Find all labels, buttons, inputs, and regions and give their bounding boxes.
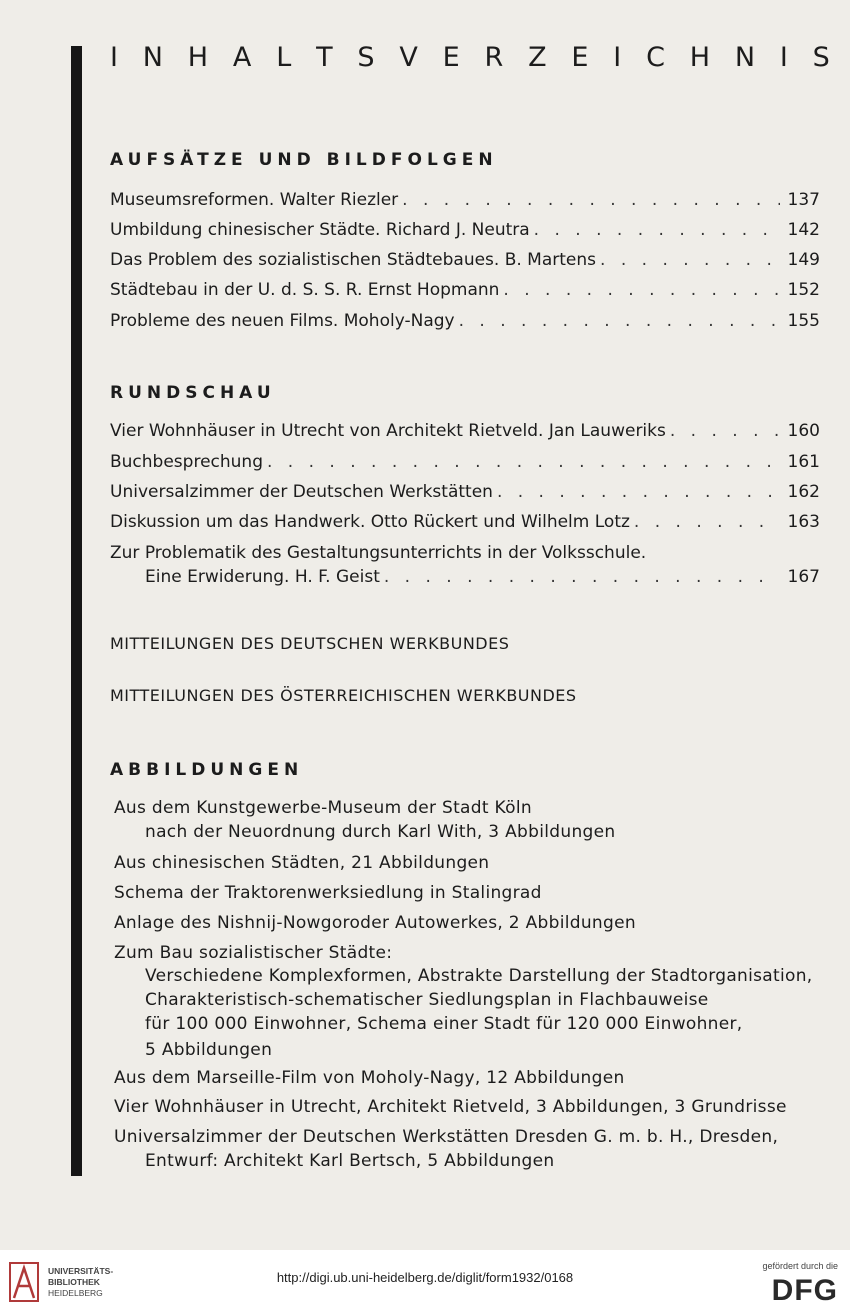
abbildung-line: für 100 000 Einwohner, Schema einer Stadt für 120 000 Einwohner, [145,1014,743,1034]
title-letter: E [571,42,589,73]
toc-entry: Probleme des neuen Films. Moholy-Nagy . . . 155 [110,311,820,333]
toc-entry-line: Zur Problematik des Gestaltungsunterrichts in der Volksschule. [110,543,647,563]
title-letter: A [232,42,252,73]
title-letter: R [484,42,504,73]
title-letter: H [187,42,209,73]
title-letter: Z [528,42,547,73]
title-letter: S [812,42,830,73]
abbildung-line: Aus dem Marseille-Film von Moholy-Nagy, 12 Abbildungen [114,1068,625,1088]
vertical-rule [71,46,82,1176]
title-letter: I [110,42,118,73]
abbildung-line: Aus dem Kunstgewerbe-Museum der Stadt Köln [114,798,532,818]
toc-entry: Das Problem des sozialistischen Städtebaues. B. Martens . . . 149 [110,250,820,272]
title-letter: E [442,42,460,73]
source-url[interactable]: http://digi.ub.uni-heidelberg.de/diglit/form1932/0168 [276,1270,574,1285]
abbildung-line: Universalzimmer der Deutschen Werkstätten Dresden G. m. b. H., Dresden, [114,1127,779,1147]
title-letter: S [357,42,375,73]
abbildung-line: 5 Abbildungen [145,1040,273,1060]
section-heading-rundschau: RUNDSCHAU [110,383,276,403]
title-letter: I [613,42,622,73]
dfg-logo: DFG [771,1274,838,1307]
toc-entry: Museumsreformen. Walter Riezler . . . 137 [110,190,820,212]
title-letter: V [399,42,418,73]
abbildung-line: Aus chinesischen Städten, 21 Abbildungen [114,853,490,873]
abbildung-line: nach der Neuordnung durch Karl With, 3 Abbildungen [145,822,616,842]
toc-entry: Diskussion um das Handwerk. Otto Rückert und Wilhelm Lotz . . . 163 [110,512,820,534]
section-heading-aufsaetze: AUFSÄTZE UND BILDFOLGEN [110,150,498,170]
abbildung-line: Charakteristisch-schematischer Siedlungsplan in Flachbauweise [145,990,709,1010]
abbildung-line: Verschiedene Komplexformen, Abstrakte Darstellung der Stadtorganisation, [145,966,813,986]
abbildung-line: Anlage des Nishnij-Nowgoroder Autowerkes, 2 Abbildungen [114,913,636,933]
mitteilungen-oesterreich: MITTEILUNGEN DES ÖSTERREICHISCHEN WERKBUNDES [110,686,577,705]
title-letter: H [689,42,711,73]
abbildung-line: Schema der Traktorenwerksiedlung in Stalingrad [114,883,542,903]
toc-entry: Eine Erwiderung. H. F. Geist . . . 167 [145,567,820,589]
toc-entry: Umbildung chinesischer Städte. Richard J. Neutra . . . 142 [110,220,820,242]
abbildung-line: Vier Wohnhäuser in Utrecht, Architekt Rietveld, 3 Abbildungen, 3 Grundrisse [114,1097,787,1117]
title-letter: L [276,42,292,73]
title-letter: N [734,42,756,73]
title-letter: I [779,42,788,73]
toc-entry: Städtebau in der U. d. S. S. R. Ernst Hopmann . . . 152 [110,280,820,302]
title-letter: C [646,42,665,73]
title-letter: T [316,42,333,73]
toc-entry: Universalzimmer der Deutschen Werkstätten . . . 162 [110,482,820,504]
toc-entry: Vier Wohnhäuser in Utrecht von Architekt Rietveld. Jan Lauweriks . . . 160 [110,421,820,443]
abbildung-line: Zum Bau sozialistischer Städte: [114,943,393,963]
sponsor-note: gefördert durch die [762,1261,838,1271]
toc-entry: Buchbesprechung . . . 161 [110,452,820,474]
library-name: UNIVERSITÄTS- BIBLIOTHEK HEIDELBERG [48,1266,114,1298]
abbildung-line: Entwurf: Architekt Karl Bertsch, 5 Abbildungen [145,1151,555,1171]
mitteilungen-deutsch: MITTEILUNGEN DES DEUTSCHEN WERKBUNDES [110,634,510,653]
section-heading-abbildungen: ABBILDUNGEN [110,760,304,780]
page-title [110,42,830,73]
title-letter: N [142,42,163,73]
